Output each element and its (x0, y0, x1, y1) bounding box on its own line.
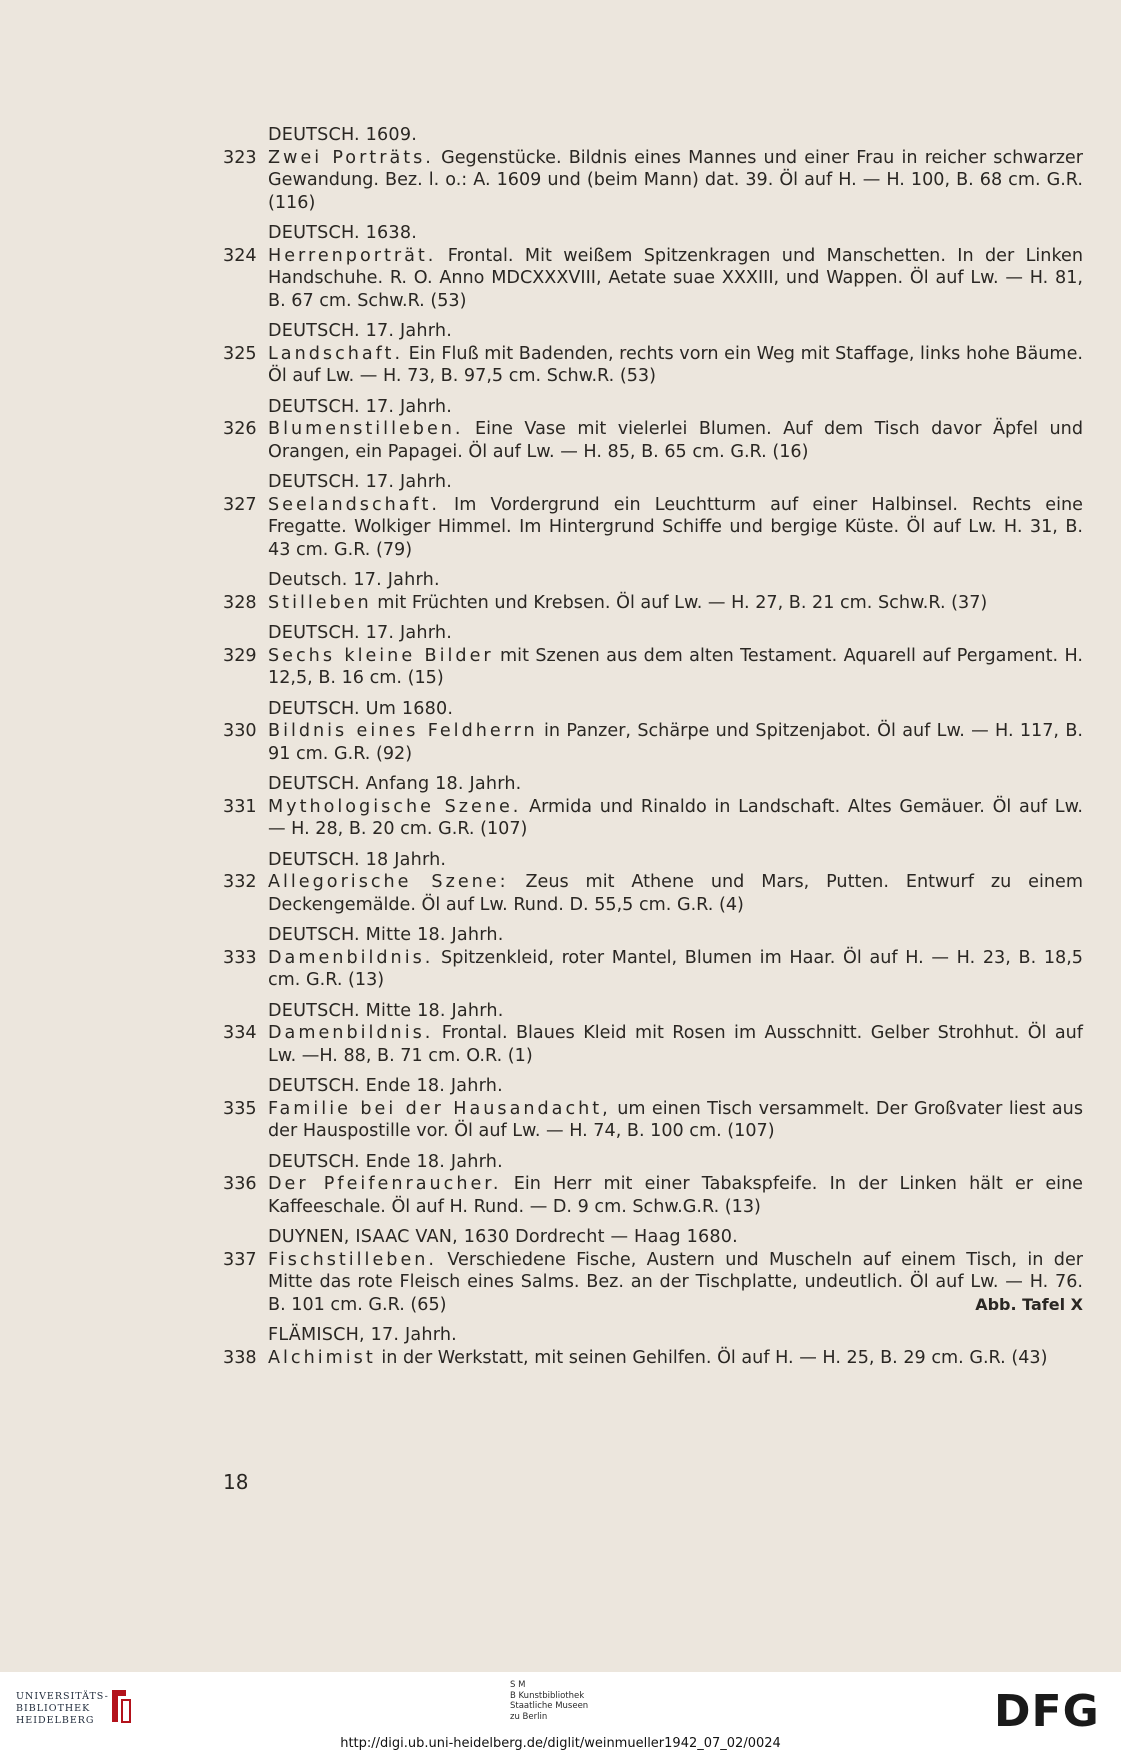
entry-title: Blumenstilleben. (268, 419, 464, 439)
entry-heading: DEUTSCH. Anfang 18. Jahrh. (268, 774, 522, 794)
entry-328 (223, 569, 1083, 614)
entry-title: Mythologische Szene. (268, 796, 522, 817)
entry-332 (223, 849, 1083, 917)
entry-number: 338 (223, 1347, 257, 1368)
entry-number: 325 (223, 343, 257, 364)
entry-description: Armida und Rinaldo in Landschaft. Altes Gemäuer. Öl auf Lw. — H. 28, B. 20 cm. G.R. (107) (268, 796, 1083, 839)
entry-description: mit Szenen aus dem alten Testament. Aquarell auf Pergament. H. 12,5, B. 16 cm. (15) (268, 645, 1083, 688)
entry-heading: DEUTSCH. 17. Jahrh. (268, 396, 453, 417)
entry-number: 330 (223, 721, 257, 741)
entry-number: 337 (223, 1249, 257, 1270)
entry-329 (223, 622, 1083, 690)
entry-description: Verschiedene Fische, Austern und Muscheln auf einem Tisch, in der Mitte das rote Fleisch eines Salms. Bez. an der Tischplatte, undeutlich. Öl auf Lw. — H. 76. B. 101 cm. G.R. (65) (268, 1249, 1083, 1315)
center-line-3: Staatliche Museen (510, 1701, 589, 1711)
entry-description: mit Früchten und Krebsen. Öl auf Lw. — H. 27, B. 21 cm. Schw.R. (37) (371, 592, 988, 613)
entry-337 (223, 1226, 1083, 1316)
entry-heading: DEUTSCH. 17. Jahrh. (268, 321, 453, 341)
university-library-logo[interactable] (16, 1691, 109, 1727)
entry-title: Landschaft. (268, 343, 404, 364)
entry-title: Allegorische Szene: (268, 872, 509, 892)
entry-heading: DUYNEN, ISAAC VAN, 1630 Dordrecht — Haag 1680. (268, 1227, 738, 1247)
entry-heading: DEUTSCH. Ende 18. Jahrh. (268, 1076, 503, 1096)
center-line-4: zu Berlin (510, 1711, 548, 1722)
entry-description: in Panzer, Schärpe und Spitzenjabot. Öl auf Lw. — H. 117, B. 91 cm. G.R. (92) (268, 721, 1083, 764)
entry-title: Sechs kleine Bilder (268, 645, 494, 666)
uni-line-3: HEIDELBERG (16, 1715, 95, 1726)
entry-heading: DEUTSCH. Mitte 18. Jahrh. (268, 1000, 504, 1021)
entry-heading: DEUTSCH. 17. Jahrh. (268, 472, 453, 492)
entry-number: 329 (223, 645, 257, 666)
entry-325 (223, 320, 1083, 388)
entry-number: 335 (223, 1098, 257, 1119)
entry-335 (223, 1075, 1083, 1143)
entry-number: 336 (223, 1174, 257, 1194)
page-number: 18 (223, 1470, 249, 1494)
entry-description: Zeus mit Athene und Mars, Putten. Entwurf zu einem Deckengemälde. Öl auf Lw. Rund. D. 55,5 cm. G.R. (4) (268, 872, 1083, 915)
entry-description: Ein Herr mit einer Tabakspfeife. In der Linken hält er eine Kaffeeschale. Öl auf H. Rund. — D. 9 cm. Schw.G.R. (13) (268, 1174, 1084, 1217)
entry-description: Spitzenkleid, roter Mantel, Blumen im Haar. Öl auf H. — H. 23, B. 18,5 cm. G.R. (13) (268, 947, 1083, 990)
entry-title: Zwei Porträts. (268, 147, 434, 168)
entry-326 (223, 396, 1083, 464)
catalog-entries (223, 124, 1083, 1377)
entry-number: 334 (223, 1023, 257, 1043)
entry-number: 326 (223, 419, 257, 439)
entry-number: 333 (223, 947, 257, 968)
entry-number: 327 (223, 494, 257, 515)
entry-330 (223, 698, 1083, 766)
entry-heading: Deutsch. 17. Jahrh. (268, 570, 440, 590)
entry-heading: DEUTSCH. Ende 18. Jahrh. (268, 1151, 503, 1172)
entry-title: Der Pfeifenraucher. (268, 1174, 502, 1194)
entry-description: um einen Tisch versammelt. Der Großvater liest aus der Hauspostille vor. Öl auf Lw. — H. 74, B. 100 cm. (107) (268, 1098, 1083, 1141)
plate-reference: Abb. Tafel X (975, 1294, 1083, 1314)
entry-heading: DEUTSCH. 1609. (268, 125, 418, 145)
digitization-footer (0, 1672, 1121, 1754)
entry-324 (223, 222, 1083, 312)
entry-heading: DEUTSCH. 17. Jahrh. (268, 623, 453, 643)
entry-number: 323 (223, 147, 257, 168)
library-emblem-icon (108, 1686, 134, 1726)
entry-heading: DEUTSCH. 1638. (268, 223, 418, 243)
entry-number: 331 (223, 796, 257, 817)
entry-heading: DEUTSCH. Um 1680. (268, 698, 454, 719)
entry-number: 324 (223, 245, 257, 266)
entry-334 (223, 1000, 1083, 1068)
entry-heading: DEUTSCH. 18 Jahrh. (268, 849, 447, 870)
entry-title: Damenbildnis. (268, 1023, 434, 1043)
center-line-2: B Kunstbibliothek (510, 1690, 585, 1701)
entry-description: Frontal. Mit weißem Spitzenkragen und Manschetten. In der Linken Handschuhe. R. O. Anno MDCXXXVIII, Aetate suae XXXIII, und Wappen. Öl auf Lw. — H. 81, B. 67 cm. Schw.R. (53) (268, 245, 1083, 311)
source-url-link[interactable]: http://digi.ub.uni-heidelberg.de/diglit/weinmueller1942_07_02/0024 (340, 1736, 781, 1751)
entry-333 (223, 924, 1083, 992)
entry-336 (223, 1151, 1083, 1219)
entry-heading: DEUTSCH. Mitte 18. Jahrh. (268, 925, 504, 945)
uni-line-2: BIBLIOTHEK (16, 1703, 91, 1714)
entry-title: Fischstilleben. (268, 1249, 438, 1270)
entry-description: Eine Vase mit vielerlei Blumen. Auf dem Tisch davor Äpfel und Orangen, ein Papagei. Öl auf Lw. — H. 85, B. 65 cm. G.R. (16) (268, 419, 1083, 462)
entry-331 (223, 773, 1083, 841)
entry-title: Bildnis eines Feldherrn (268, 721, 538, 741)
entry-description: Frontal. Blaues Kleid mit Rosen im Ausschnitt. Gelber Strohhut. Öl auf Lw. —H. 88, B. 71 cm. O.R. (1) (268, 1023, 1083, 1066)
entry-description: Gegenstücke. Bildnis eines Mannes und einer Frau in reicher schwarzer Gewandung. Bez. l. o.: A. 1609 und (beim Mann) dat. 39. Öl auf H. — H. 100, B. 68 cm. G.R. (116) (268, 147, 1083, 213)
entry-title: Herrenporträt. (268, 245, 437, 266)
dfg-logo: DFG (994, 1686, 1100, 1737)
entry-title: Seelandschaft. (268, 494, 440, 515)
entry-heading: FLÄMISCH, 17. Jahrh. (268, 1325, 457, 1345)
entry-323 (223, 124, 1083, 214)
uni-line-1: UNIVERSITÄTS- (16, 1691, 109, 1702)
kunstbibliothek-logo (510, 1680, 588, 1722)
entry-description: Ein Fluß mit Badenden, rechts vorn ein Weg mit Staffage, links hohe Bäume. Öl auf Lw. — H. 73, B. 97,5 cm. Schw.R. (53) (268, 343, 1083, 386)
entry-description: Im Vordergrund ein Leuchtturm auf einer Halbinsel. Rechts eine Fregatte. Wolkiger Himmel. Im Hintergrund Schiffe und bergige Küste. Öl auf Lw. H. 31, B. 43 cm. G.R. (79) (268, 494, 1083, 560)
entry-338 (223, 1324, 1083, 1369)
entry-327 (223, 471, 1083, 561)
entry-title: Alchimist (268, 1347, 376, 1368)
entry-number: 328 (223, 592, 257, 613)
center-line-1: S M (510, 1680, 526, 1690)
entry-title: Stilleben (268, 592, 372, 613)
entry-number: 332 (223, 872, 257, 892)
entry-title: Damenbildnis. (268, 947, 434, 968)
entry-description: in der Werkstatt, mit seinen Gehilfen. Öl auf H. — H. 25, B. 29 cm. G.R. (43) (375, 1347, 1048, 1368)
entry-title: Familie bei der Hausandacht, (268, 1098, 611, 1119)
